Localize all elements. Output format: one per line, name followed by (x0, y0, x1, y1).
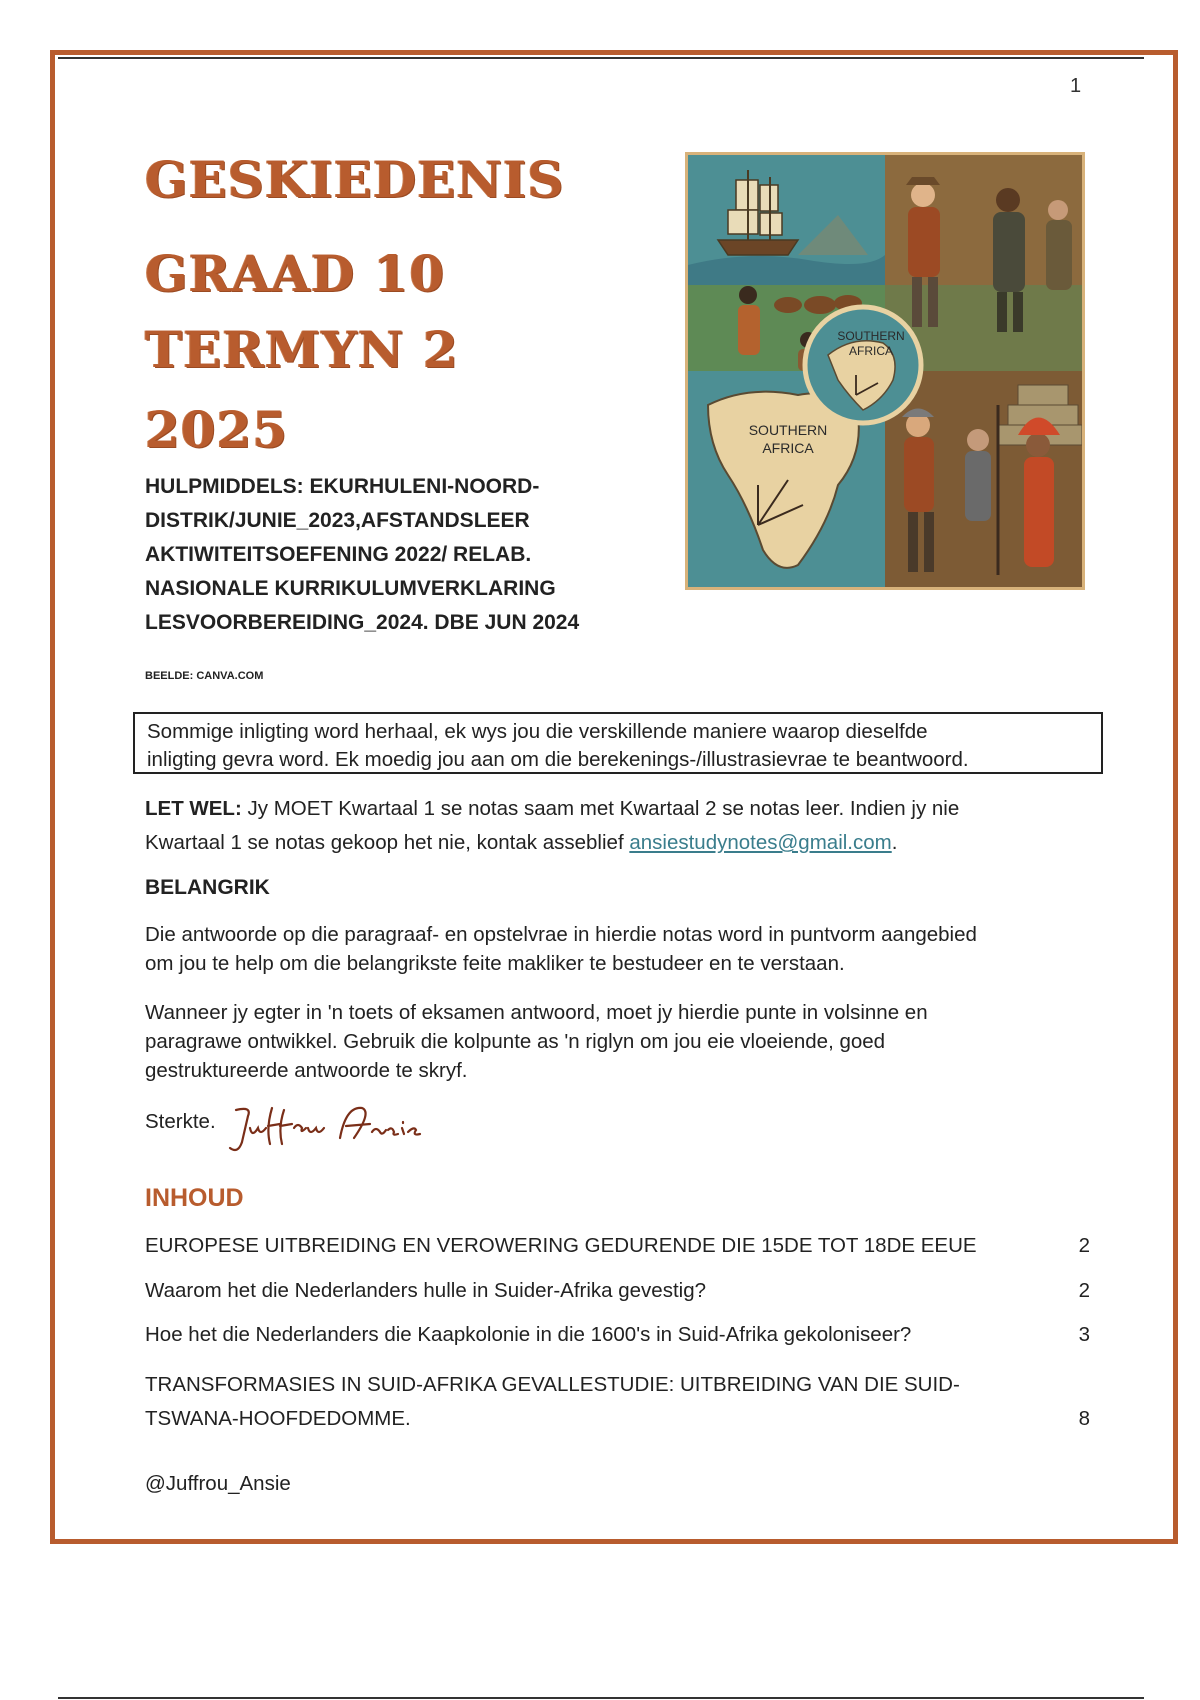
toc-entry[interactable] (145, 1368, 1090, 1438)
sign-off: Sterkte. (145, 1110, 216, 1133)
let-wel-line1: Jy MOET Kwartaal 1 se notas saam met Kwartaal 2 se notas leer. Indien jy nie (241, 797, 960, 820)
let-wel-label: LET WEL: (145, 797, 242, 820)
toc-entry-title-line2: TSWANA-HOOFDEDOMME. (145, 1407, 411, 1430)
toc-entry-page: 2 (1078, 1279, 1090, 1302)
toc-entry-title: EUROPESE UITBREIDING EN VEROWERING GEDURENDE DIE 15DE TOT 18DE EEUE (145, 1234, 977, 1257)
resources-line: AKTIWITEITSOEFENING 2022/ RELAB. (145, 543, 532, 566)
toc-entry-title: Hoe het die Nederlanders die Kaapkolonie in die 1600's in Suid-Afrika gekoloniseer? (145, 1323, 912, 1346)
title-subject: GESKIEDENIS (145, 150, 565, 209)
resources-line: DISTRIK/JUNIE_2023,AFSTANDSLEER (145, 509, 530, 532)
paragraph-line: Die antwoorde op die paragraaf- en opstelvrae in hierdie notas word in puntvorm aangebied (145, 923, 977, 946)
map-label-large-line1: SOUTHERN (748, 422, 828, 438)
email-link[interactable]: ansiestudynotes@gmail.com (629, 831, 892, 854)
paragraph-line: Wanneer jy egter in 'n toets of eksamen antwoord, moet jy hierdie punte in volsinne en (145, 1001, 928, 1024)
resources-line: LESVOORBEREIDING_2024. DBE JUN 2024 (145, 611, 580, 634)
notice-box (133, 712, 1103, 774)
bottom-rule (58, 1697, 1144, 1699)
toc-entry-page: 8 (1078, 1407, 1090, 1430)
resources-line: HULPMIDDELS: EKURHULENI-NOORD- (145, 475, 540, 498)
belangrik-paragraph-2 (145, 998, 1105, 1085)
resources-list (145, 470, 665, 640)
let-wel-note (145, 792, 1095, 860)
belangrik-paragraph-1 (145, 920, 1105, 978)
let-wel-line2-end: . (891, 831, 898, 854)
paragraph-line: gestruktureerde antwoorde te skryf. (145, 1059, 468, 1082)
cover-illustration (685, 152, 1085, 590)
toc-entry-page: 2 (1078, 1234, 1090, 1257)
illustration-art (688, 155, 1082, 587)
map-label-large-line2: AFRICA (762, 440, 814, 456)
paragraph-line: om jou te help om die belangrikste feite makliker te bestudeer en te verstaan. (145, 952, 845, 975)
title-grade: GRAAD 10 (145, 244, 446, 303)
author-handle: @Juffrou_Ansie (145, 1472, 291, 1495)
map-label-small-line1: SOUTHERN (837, 329, 905, 343)
toc-heading: INHOUD (145, 1184, 244, 1212)
title-term: TERMYN 2 (145, 320, 459, 379)
notice-line: Sommige inligting word herhaal, ek wys jou die verskillende maniere waarop dieselfde (147, 720, 928, 743)
page-number: 1 (1070, 75, 1082, 97)
belangrik-heading: BELANGRIK (145, 876, 270, 899)
toc-entry-title-line1: TRANSFORMASIES IN SUID-AFRIKA GEVALLESTUDIE: UITBREIDING VAN DIE SUID- (145, 1373, 960, 1396)
notice-line: inligting gevra word. Ek moedig jou aan om die berekenings-/illustrasievrae te beantwoord. (147, 748, 969, 771)
image-credit: BEELDE: CANVA.COM (145, 670, 264, 682)
signature-image (222, 1098, 422, 1158)
resources-line: NASIONALE KURRIKULUMVERKLARING (145, 577, 556, 600)
paragraph-line: paragrawe ontwikkel. Gebruik die kolpunte as 'n riglyn om jou eie vloeiende, goed (145, 1030, 886, 1053)
map-label-small-line2: AFRICA (848, 344, 894, 358)
title-year: 2025 (145, 400, 289, 459)
toc-entry-title (145, 1368, 960, 1436)
let-wel-line2: Kwartaal 1 se notas gekoop het nie, kontak asseblief (145, 831, 630, 854)
toc-entry-page: 3 (1078, 1323, 1090, 1346)
toc-entry-title: Waarom het die Nederlanders hulle in Suider-Afrika gevestig? (145, 1279, 706, 1302)
